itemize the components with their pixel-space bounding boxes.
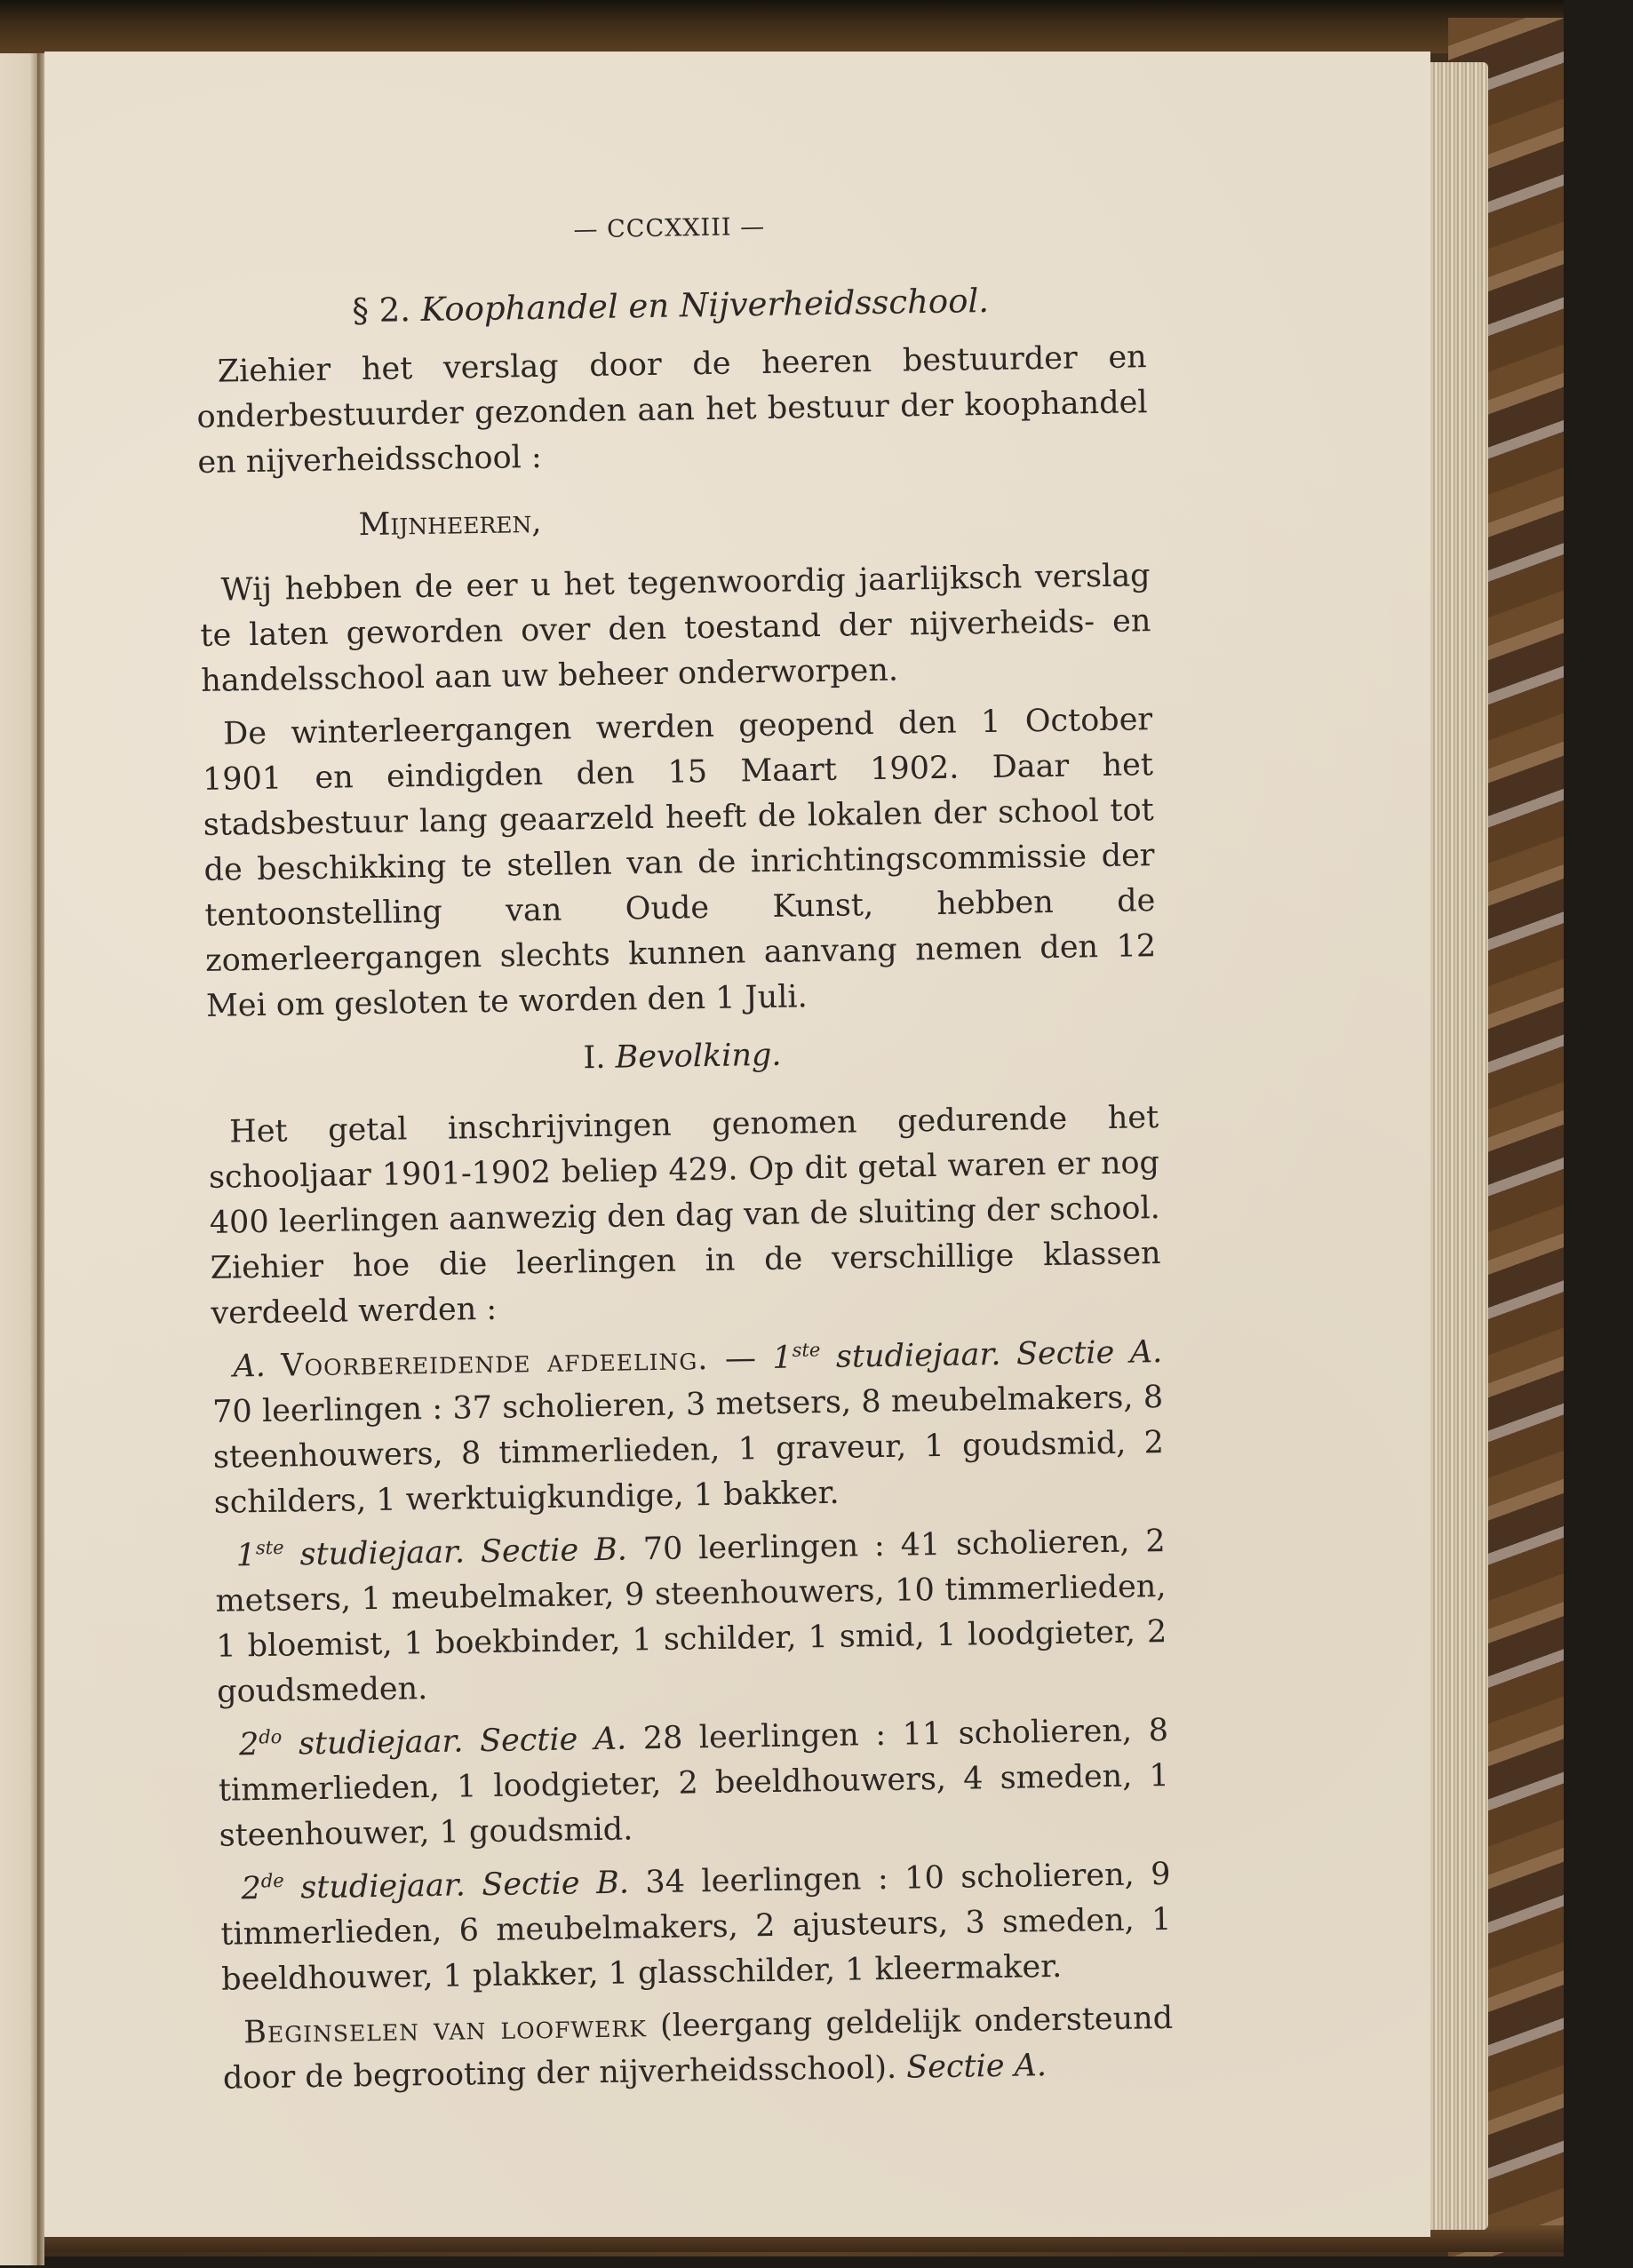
- year-suffix: ste: [255, 1536, 284, 1559]
- class-entry: [214, 1519, 1167, 1715]
- subsection-number: I.: [583, 1039, 606, 1077]
- year-number: 1: [235, 1538, 257, 1574]
- closing-paragraph: [222, 1996, 1174, 2102]
- year-label: studiejaar.: [299, 1534, 466, 1573]
- population-paragraph: Het getal inschrijvingen genomen gedurende het schooljaar 1901-1902 beliep 429. Op dit getal waren er nog 400 leerlingen aanwezig den dag van de sluiting der school. Ziehier hoe die leerlingen in de verschillige klassen verdeeld werden :: [208, 1100, 1161, 1332]
- class-entry: [219, 1852, 1172, 2003]
- running-head: — CCCXXIII —: [573, 212, 766, 244]
- class-details: 34 leerlingen : 10 scholieren, 9 timmerlieden, 6 meubelmakers, 2 ajusteurs, 3 smeden, 1 beeldhouwer, 1 plakker, 1 glasschilder, 1 kleermaker.: [220, 1856, 1172, 1998]
- class-year: [239, 1723, 464, 1763]
- year-number: 1: [772, 1340, 793, 1376]
- year-label: studiejaar.: [300, 1867, 466, 1906]
- class-details: 70 leerlingen : 41 scholieren, 2 metsers, 1 meubelmaker, 9 steenhouwers, 10 timmerlieden, 1 bloemist, 1 boekbinder, 1 schilder, 1 smid, 1 loodgieter, 2 goudsmeden.: [215, 1524, 1167, 1710]
- subsection-title-text: Bevolking.: [615, 1037, 782, 1076]
- book-gutter: [37, 53, 44, 2265]
- subsection-title: [207, 1027, 1159, 1087]
- closing-text: (leergang geldelijk ondersteund door de begrooting der nijverheidsschool).: [222, 2000, 1174, 2097]
- year-label: studiejaar.: [835, 1336, 1001, 1375]
- year-number: 2: [238, 1727, 259, 1763]
- class-prefix: A.: [233, 1348, 267, 1385]
- class-year: [772, 1337, 1001, 1376]
- class-section: Sectie B.: [481, 1865, 630, 1904]
- class-year: [241, 1867, 466, 1906]
- facing-page-edge: [0, 53, 37, 2265]
- page-fore-edge: [1430, 62, 1488, 2230]
- class-details: 70 leerlingen : 37 scholieren, 3 metsers, 8 meubelmakers, 8 steenhouwers, 8 timmerlieden, 1 graveur, 1 goudsmid, 2 schilders, 1 werktuigkundige, 1 bakker.: [211, 1380, 1165, 1521]
- class-heading: Voorbereidende afdeeling. —: [281, 1341, 758, 1384]
- paragraph-courses: De winterleergangen werden geopend den 1 October 1901 en eindigden den 15 Maart 1902. Daar het stadsbestuur lang geaarzeld heeft de lokalen der school tot de beschikking te stellen van de inrichtingscommissie der tentoonstelling van Oude Kunst, hebben de zomerleergangen slechts kunnen aanvang nemen den 12 Mei om gesloten te worden den 1 Juli.: [202, 702, 1157, 1024]
- section-title-text: Koophandel en Nijverheidsschool.: [420, 281, 990, 329]
- section-number: § 2.: [352, 290, 411, 330]
- year-suffix: do: [259, 1725, 283, 1748]
- class-section: Sectie B.: [480, 1532, 628, 1571]
- paragraph-report: Wij hebben de eer u het tegenwoordig jaarlijksch verslag te laten geworden over den toestand der nijverheids- en handelsschool aan uw beheer onderworpen.: [200, 558, 1151, 699]
- salutation: Mijnheeren,: [358, 504, 542, 544]
- intro-paragraph: Ziehier het verslag door de heeren bestuurder en onderbestuurder gezonden aan het bestuur der koophandel en nijverheidsschool :: [196, 339, 1148, 481]
- class-section: Sectie A.: [1016, 1334, 1163, 1373]
- closing-section: Sectie A.: [905, 2048, 1048, 2086]
- cover-top-edge: [0, 0, 1564, 53]
- closing-heading: Beginselen van loofwerk: [243, 2009, 648, 2051]
- year-label: studiejaar.: [298, 1723, 464, 1763]
- year-number: 2: [241, 1871, 262, 1907]
- section-title: [195, 275, 1146, 336]
- class-year: [235, 1534, 465, 1573]
- class-entry: [218, 1708, 1170, 1859]
- year-suffix: ste: [792, 1339, 821, 1361]
- year-suffix: de: [260, 1869, 284, 1892]
- class-entry: [211, 1330, 1165, 1526]
- page-text: [194, 198, 1174, 2110]
- class-details: 28 leerlingen : 11 scholieren, 8 timmerlieden, 1 loodgieter, 2 beeldhouwers, 4 smeden, 1 steenhouwer, 1 goudsmid.: [218, 1712, 1170, 1854]
- class-section: Sectie A.: [479, 1721, 627, 1760]
